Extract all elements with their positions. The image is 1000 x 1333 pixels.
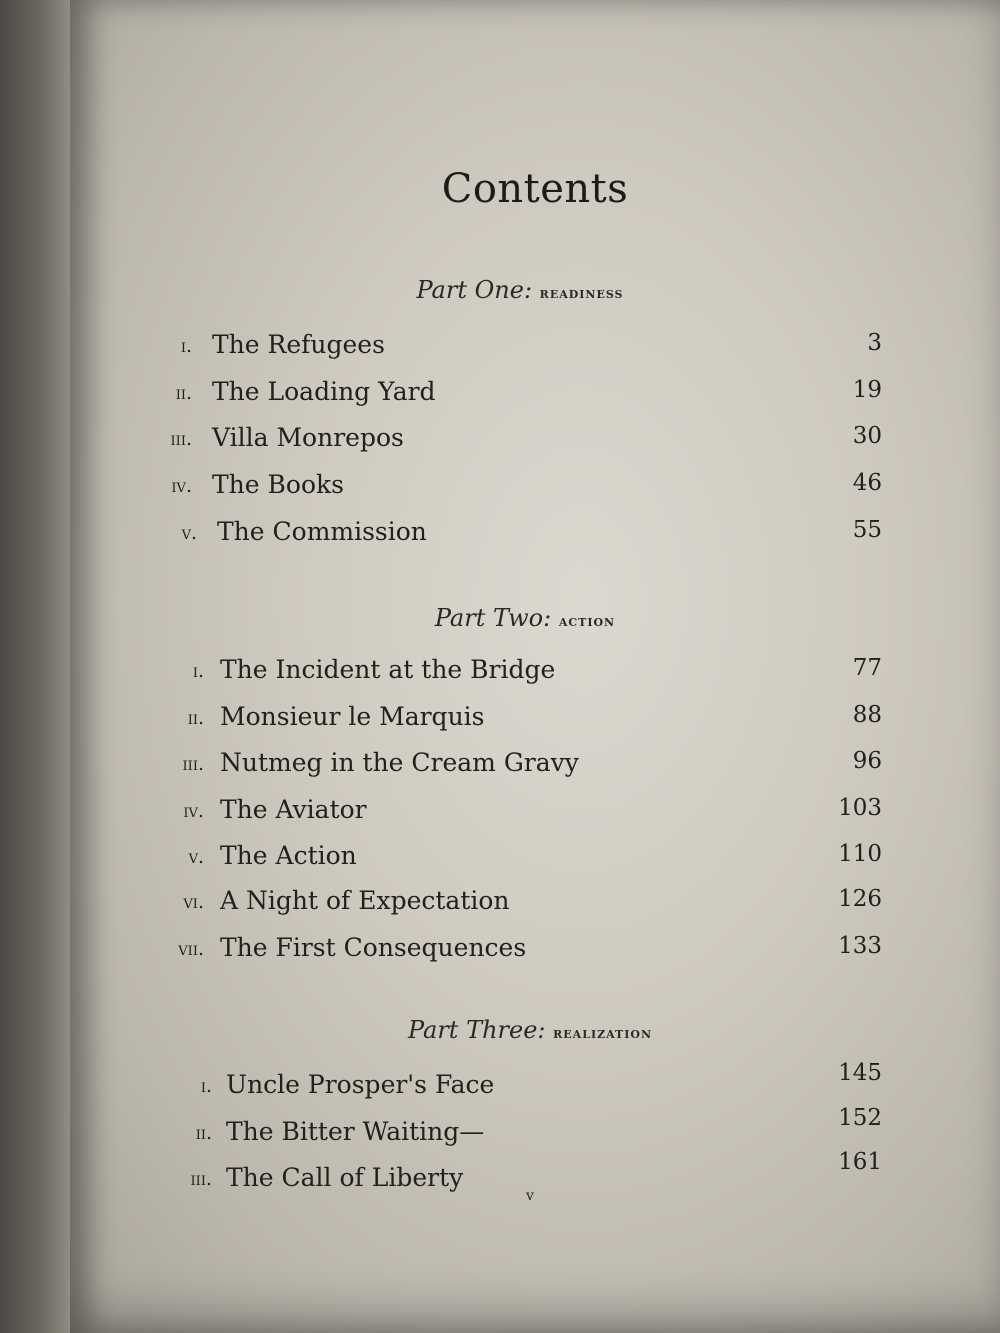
page-number: 77 (852, 655, 882, 681)
chapter-numeral: v. (181, 522, 197, 544)
chapter-numeral: ii. (195, 1122, 212, 1144)
page-number: 19 (852, 377, 882, 403)
chapter-numeral: ii. (187, 707, 204, 729)
chapter-numeral: iii. (182, 753, 204, 775)
chapter-numeral: i. (200, 1075, 212, 1097)
toc-entry (170, 1105, 890, 1151)
page-number: 110 (838, 841, 882, 867)
chapter-numeral: ii. (175, 382, 192, 404)
part-name: action (558, 612, 616, 630)
part-label: Part One: (416, 276, 533, 304)
chapter-title: The Loading Yard (212, 377, 436, 406)
chapter-numeral: vii. (178, 938, 204, 960)
toc-entry (162, 748, 892, 782)
page-number: 152 (838, 1105, 882, 1131)
chapter-numeral: i. (180, 335, 192, 357)
chapter-title: The Aviator (220, 795, 367, 824)
chapter-title: The Books (212, 470, 344, 499)
toc-entry (150, 423, 890, 457)
toc-entry (162, 655, 892, 689)
chapter-numeral: vi. (183, 891, 204, 913)
page-number: 55 (852, 517, 882, 543)
chapter-title: The First Consequences (220, 933, 527, 962)
part-name: readiness (539, 284, 624, 302)
book-spine-shadow (0, 0, 80, 1333)
chapter-title: The Commission (217, 517, 427, 546)
part-heading-two (410, 604, 640, 632)
chapter-title: Uncle Prosper's Face (226, 1070, 495, 1099)
page-number: 88 (852, 702, 882, 728)
chapter-numeral: iii. (190, 1168, 212, 1190)
page-number: 133 (838, 933, 882, 959)
part-name: realization (553, 1024, 653, 1042)
part-label: Part Three: (407, 1016, 546, 1044)
toc-entry (162, 702, 892, 736)
toc-entry (170, 1060, 890, 1104)
chapter-numeral: i. (192, 660, 204, 682)
part-heading-three (370, 1016, 690, 1044)
page-number: 103 (838, 795, 882, 821)
chapter-title: The Refugees (212, 330, 385, 359)
page-number: 30 (852, 423, 882, 449)
chapter-title: The Bitter Waiting— (226, 1117, 485, 1146)
folio-mark: v (526, 1188, 534, 1204)
toc-entry (162, 886, 892, 920)
chapter-title: A Night of Expectation (220, 886, 510, 915)
toc-entry (162, 795, 892, 829)
page-number: 161 (838, 1149, 882, 1175)
toc-entry (162, 933, 892, 967)
page-title: Contents (441, 166, 629, 212)
page-number: 46 (852, 470, 882, 496)
page-number: 126 (838, 886, 882, 912)
chapter-title: Monsieur le Marquis (220, 702, 485, 731)
chapter-title: The Action (220, 841, 357, 870)
page-number: 96 (852, 748, 882, 774)
part-label: Part Two: (434, 604, 552, 632)
chapter-numeral: v. (188, 846, 204, 868)
chapter-title: Villa Monrepos (212, 423, 404, 452)
chapter-numeral: iv. (171, 475, 192, 497)
toc-entry (150, 330, 890, 364)
toc-entry (150, 470, 890, 504)
toc-entry (162, 841, 892, 875)
chapter-numeral: iv. (183, 800, 204, 822)
chapter-numeral: iii. (170, 428, 192, 450)
page-number: 3 (867, 330, 882, 356)
chapter-title: The Call of Liberty (226, 1163, 464, 1192)
toc-entry (155, 517, 895, 551)
contents-page (70, 0, 1000, 1333)
chapter-title: Nutmeg in the Cream Gravy (220, 748, 579, 777)
chapter-title: The Incident at the Bridge (220, 655, 556, 684)
toc-entry (150, 377, 890, 411)
page-number: 145 (838, 1060, 882, 1086)
part-heading-one (400, 276, 640, 304)
